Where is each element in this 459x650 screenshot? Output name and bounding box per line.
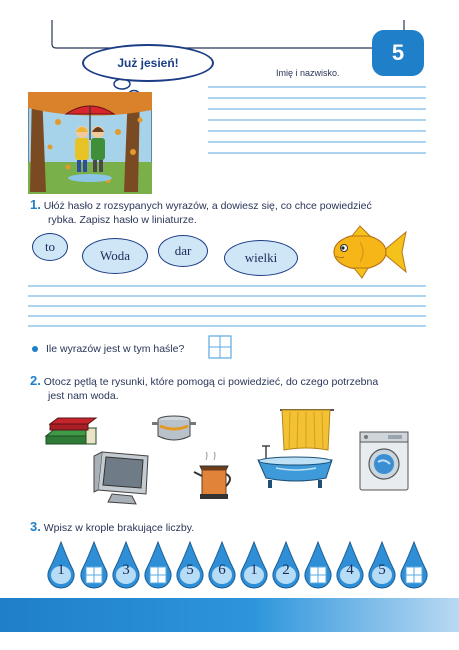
water-drop xyxy=(335,540,365,590)
water-drop-blank[interactable] xyxy=(143,540,173,590)
task1-instructions xyxy=(30,198,440,227)
word-oval-woda: Woda xyxy=(82,238,148,274)
page-title: Już jesień! xyxy=(117,56,179,70)
word-oval-dar: dar xyxy=(158,235,208,267)
drop-number: 1 xyxy=(57,562,65,578)
water-drop xyxy=(239,540,269,590)
water-drop-blank[interactable] xyxy=(79,540,109,590)
answer-grid-box[interactable] xyxy=(208,335,232,359)
footer-band xyxy=(0,598,459,632)
task2-instructions xyxy=(30,374,440,403)
kettle-icon[interactable] xyxy=(192,452,236,500)
autumn-children-illustration xyxy=(28,92,152,194)
drop-number: 2 xyxy=(282,562,290,578)
task3-number: 3. xyxy=(30,519,41,534)
task3-instructions xyxy=(30,520,440,535)
task3-text: Wpisz w krople brakujące liczby. xyxy=(43,522,195,534)
water-drop-blank[interactable] xyxy=(303,540,333,590)
goldfish-icon xyxy=(326,224,408,280)
drop-number: 6 xyxy=(218,562,226,578)
drop-number: 3 xyxy=(122,562,130,578)
name-writing-lines[interactable] xyxy=(208,85,428,157)
word-count-question: Ile wyrazów jest w tym haśle? xyxy=(46,343,185,355)
answer-writing-lines[interactable] xyxy=(28,284,428,328)
bathtub-icon[interactable] xyxy=(256,444,334,492)
drop-number: 1 xyxy=(250,562,258,578)
task2-number: 2. xyxy=(30,373,41,388)
word-oval-to: to xyxy=(32,233,68,261)
drop-number: 5 xyxy=(378,562,386,578)
water-drop xyxy=(111,540,141,590)
cooking-pot-icon[interactable] xyxy=(152,412,196,446)
computer-monitor-icon[interactable] xyxy=(92,448,154,508)
page-number: 5 xyxy=(391,40,405,65)
washing-machine-icon[interactable] xyxy=(358,430,410,492)
page-number-badge xyxy=(372,30,424,76)
task1-text-line1: Ułóż hasło z rozsypanych wyrazów, a dowiesz się, co chce powiedzieć xyxy=(43,200,372,212)
name-field-label: Imię i nazwisko. xyxy=(276,68,340,78)
water-drop xyxy=(46,540,76,590)
water-drop xyxy=(175,540,205,590)
task2-text-line1: Otocz pętlą te rysunki, które pomogą ci powiedzieć, do czego potrzebna xyxy=(43,376,379,388)
drop-number: 4 xyxy=(346,562,354,578)
water-drop-blank[interactable] xyxy=(399,540,429,590)
water-drop xyxy=(271,540,301,590)
water-drop xyxy=(207,540,237,590)
task2-text-line2: jest nam woda. xyxy=(48,390,119,402)
water-drop xyxy=(367,540,397,590)
drop-number: 5 xyxy=(186,562,194,578)
task1-text-line2: rybka. Zapisz hasło w liniaturze. xyxy=(48,214,197,226)
task1-number: 1. xyxy=(30,197,41,212)
title-oval xyxy=(82,44,214,82)
word-oval-wielki: wielki xyxy=(224,240,298,276)
books-icon[interactable] xyxy=(42,414,100,448)
question-bullet xyxy=(32,346,38,352)
